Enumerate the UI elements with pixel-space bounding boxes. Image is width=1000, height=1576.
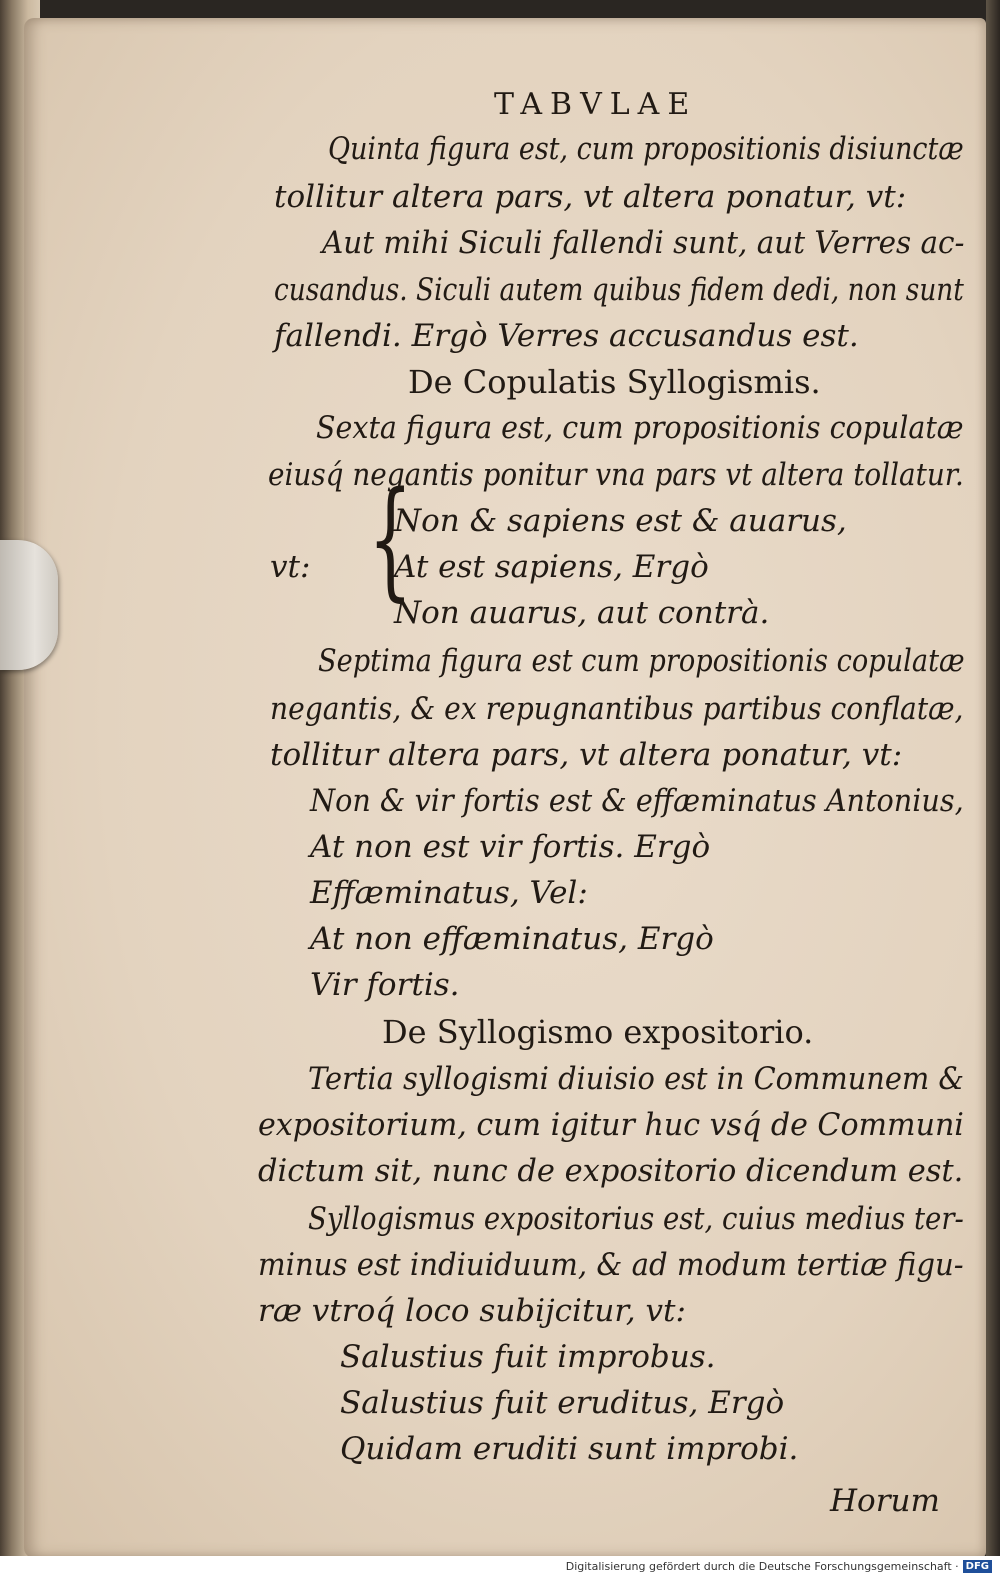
curly-brace: {: [368, 465, 413, 614]
text-line: Effæminatus, Vel:: [310, 875, 588, 911]
catchword: Horum: [830, 1483, 940, 1519]
page-clip: [0, 540, 58, 670]
text-line: Salustius fuit eruditus, Ergò: [340, 1385, 785, 1421]
dfg-logo: DFG: [963, 1560, 992, 1573]
text-line: Quinta figura est, cum propositionis disiunctæ: [328, 131, 964, 167]
text-line: vt:: [270, 549, 311, 585]
text-line: Aut mihi Siculi fallendi sunt, aut Verres ac-: [322, 225, 965, 261]
digitization-footer: [0, 1556, 1000, 1576]
text-line: ræ vtroq́ loco subijcitur, vt:: [258, 1293, 686, 1329]
text-line: fallendi. Ergò Verres accusandus est.: [274, 318, 859, 354]
running-header: TABVLAE: [494, 87, 698, 122]
text-line: tollitur altera pars, vt altera ponatur, vt:: [270, 737, 903, 773]
text-line: negantis, & ex repugnantibus partibus conflatæ,: [270, 691, 964, 727]
text-line: cusandus. Siculi autem quibus fidem dedi, non sunt: [274, 272, 964, 308]
text-line: Non auarus, aut contrà.: [394, 595, 770, 631]
text-line: Non & vir fortis est & effæminatus Antonius,: [310, 783, 964, 819]
text-line: expositorium, cum igitur huc vsq́ de Communi: [258, 1107, 964, 1143]
text-line: At est sapiens, Ergò: [394, 549, 709, 585]
text-line: dictum sit, nunc de expositorio dicendum est.: [258, 1153, 964, 1189]
text-line: minus est indiuiduum, & ad modum tertiæ figu-: [258, 1247, 964, 1283]
text-line: Syllogismus expositorius est, cuius medius ter-: [308, 1201, 964, 1237]
text-line: tollitur altera pars, vt altera ponatur, vt:: [274, 179, 907, 215]
text-line: At non est vir fortis. Ergò: [310, 829, 711, 865]
text-line: Tertia syllogismi diuisio est in Communem &: [308, 1061, 965, 1097]
text-line: Salustius fuit improbus.: [340, 1339, 716, 1375]
text-line: Vir fortis.: [310, 967, 460, 1003]
text-line: eiusq́ negantis ponitur vna pars vt altera tollatur.: [268, 457, 964, 493]
section-heading: De Syllogismo expositorio.: [382, 1013, 814, 1051]
book-page: [24, 18, 986, 1558]
book-right-edge: [986, 0, 1000, 1576]
text-line: At non effæminatus, Ergò: [310, 921, 714, 957]
text-line: Quidam eruditi sunt improbi.: [340, 1431, 799, 1467]
text-line: Non & sapiens est & auarus,: [394, 503, 847, 539]
footer-text: Digitalisierung gefördert durch die Deutsche Forschungsgemeinschaft ·: [565, 1559, 959, 1573]
section-heading: De Copulatis Syllogismis.: [408, 363, 821, 401]
text-line: Septima figura est cum propositionis copulatæ: [318, 643, 965, 679]
text-line: Sexta figura est, cum propositionis copulatæ: [316, 410, 964, 446]
